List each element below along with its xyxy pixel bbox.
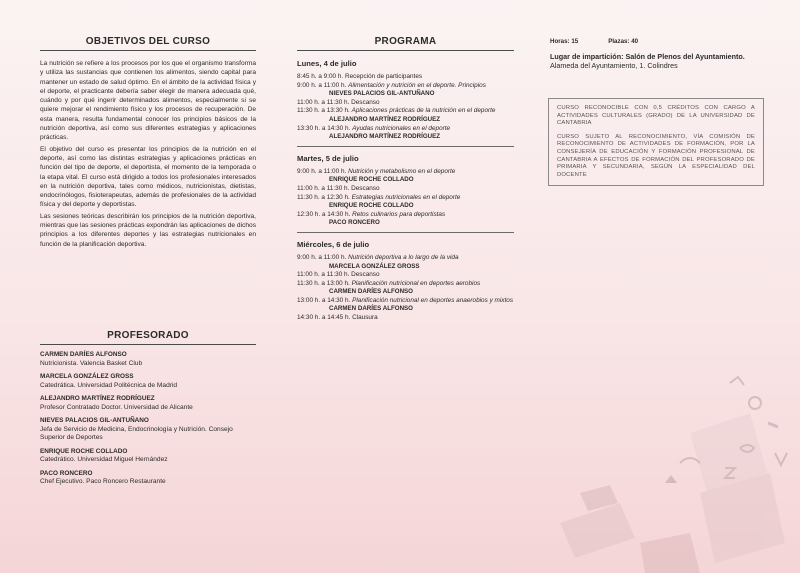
day-title: Martes, 5 de julio — [297, 153, 359, 163]
schedule-row: 14:30 h. a 14:45 h. Clausura — [297, 314, 378, 322]
professor-desc: Jefa de Servicio de Medicina, Endocrinología y Nutrición. Consejo Superior de Deportes — [40, 425, 233, 441]
professor-desc: Nutricionista. Valencia Basket Club — [40, 359, 143, 367]
professor-name: ENRIQUE ROCHE COLLADO — [40, 447, 128, 455]
schedule-row: 11:00 h. a 11:30 h. Descanso — [297, 271, 380, 279]
schedule-row: 13:30 h. a 14:30 h. Ayudas nutricionales en el deporte — [297, 124, 451, 132]
speaker: ENRIQUE ROCHE COLLADO — [329, 176, 414, 184]
books-letters-illustration — [540, 373, 800, 573]
professor-name: MARCELA GONZÁLEZ GROSS — [40, 373, 134, 380]
objectives-paragraph: Las sesiones teóricas describirán los principios de la nutrición deportiva, mientras que las sesiones prácticas expondrán las aplicaciones de dichos principios a los diferentes deportes y las estrategias nutricionales en función de la planificación deportiva. — [40, 212, 256, 248]
program-day — [297, 154, 514, 233]
program-day — [297, 240, 514, 323]
professor-entry — [40, 351, 256, 368]
objectives-paragraph: La nutrición se refiere a los procesos por los que el organismo transforma y utiliza las sustancias que contienen los alimentos, siendo capital para mantener un estado de salud óptimo. En el ámbito de la actividad física y el deporte, el practicante debería saber elegir de manera adecuada qué, cuándo y por qué ingerir determinados alimentos, especialmente si se quiere mejorar el rendimiento físico y los procesos de recuperación. De esta manera, resulta fundamental conocer los principios básicos de la nutrición deportiva, así como sus diferentes estrategias y aplicaciones prácticas. — [40, 60, 256, 142]
schedule-row: 11:00 h. a 11:30 h. Descanso — [297, 98, 380, 106]
schedule-row: 9:00 h. a 11:00 h. Nutrición deportiva a lo largo de la vida — [297, 253, 459, 261]
schedule-row: 12:30 h. a 14:30 h. Retos culinarios para deportistas — [297, 210, 446, 218]
speaker: PACO RONCERO — [329, 219, 380, 227]
divider — [297, 146, 514, 147]
professor-name: CARMEN DARÍES ALFONSO — [40, 351, 127, 358]
places-label: Plazas: 40 — [608, 38, 639, 45]
professor-name: PACO RONCERO — [40, 469, 93, 477]
speaker: ALEJANDRO MARTÍNEZ RODRÍGUEZ — [329, 115, 441, 123]
professor-desc: Catedrática. Universidad Politécnica de Madrid — [40, 381, 178, 389]
professor-entry — [40, 470, 256, 487]
program-column — [297, 0, 514, 323]
professor-entry — [40, 417, 256, 443]
professors-heading: PROFESORADO — [40, 330, 256, 345]
objectives-paragraph: El objetivo del curso es presentar los principios de la nutrición en el deporte, así como las distintas estrategias y aplicaciones prácticas en función del tipo de deporte, el deportista, el momento de la temporada o la etapa vital. El curso está dirigido a todos los profesionales interesados en la nutrición deportiva, tales como médicos, nutricionistas, dietistas, endocrinólogos, fisioterapeutas, además de profesionales de la actividad física y del deporte y deportistas. — [40, 145, 256, 209]
info-column — [550, 38, 762, 70]
schedule-row: 11:30 h. a 13:00 h. Planificación nutricional en deportes aerobios — [297, 279, 481, 287]
professor-desc: Catedrático. Universidad Miguel Hernández — [40, 456, 168, 463]
schedule-row: 11:30 h. a 13:30 h. Aplicaciones prácticas de la nutrición en el deporte — [297, 107, 496, 115]
speaker: ALEJANDRO MARTÍNEZ RODRÍGUEZ — [329, 133, 441, 141]
schedule-row: 9:00 h. a 11:00 h. Nutrición y metabolismo en el deporte — [297, 167, 456, 175]
program-heading: PROGRAMA — [297, 36, 514, 51]
schedule-row: 11:30 h. a 12:30 h. Estrategias nutricionales en el deporte — [297, 193, 461, 201]
speaker: CARMEN DARÍES ALFONSO — [329, 288, 413, 296]
day-title: Lunes, 4 de julio — [297, 59, 357, 68]
professor-entry — [40, 395, 256, 412]
professor-desc: Chef Ejecutivo. Paco Roncero Restaurante — [40, 478, 166, 485]
divider — [297, 232, 514, 233]
objectives-column — [40, 0, 256, 251]
objectives-heading: OBJETIVOS DEL CURSO — [40, 36, 256, 51]
speaker: NIEVES PALACIOS GIL-ANTUÑANO — [329, 90, 435, 98]
day-title: Miércoles, 6 de julio — [297, 239, 370, 249]
professor-entry — [40, 448, 256, 465]
professor-entry — [40, 373, 256, 390]
schedule-row: 13:00 h. a 14:30 h. Planificación nutricional en deportes anaerobios y mixtos — [297, 296, 514, 304]
recognition-box — [548, 98, 764, 186]
recognition-note: CURSO SUJETO AL RECONOCIMIENTO, VÍA COMISIÓN DE RECONOCIMIENTO DE ACTIVIDADES DE FORMACIÓN, POR LA CONSEJERÍA DE EDUCACIÓN Y FORMACIÓN PROFESIONAL DE CANTABRIA A EFECTOS DE FORMACIÓN DEL PROFESORADO DE PRIMARIA Y SECUNDARIA, SEGÚN LA ESPECIALIDAD DEL DOCENTE — [557, 133, 755, 178]
professor-desc: Profesor Contratado Doctor. Universidad de Alicante — [40, 403, 193, 411]
professor-name: ALEJANDRO MARTÍNEZ RODRÍGUEZ — [40, 395, 155, 402]
hours-label: Horas: 15 — [550, 38, 579, 45]
objectives-text — [40, 59, 256, 249]
schedule-row: 8:45 h. a 9:00 h. Recepción de participantes — [297, 73, 423, 80]
speaker: ENRIQUE ROCHE COLLADO — [329, 202, 414, 210]
program-day — [297, 59, 514, 147]
professor-name: NIEVES PALACIOS GIL-ANTUÑANO — [40, 417, 149, 424]
schedule-row: 11:00 h. a 11:30 h. Descanso — [297, 184, 380, 192]
professors-column — [40, 330, 256, 487]
speaker: MARCELA GONZÁLEZ GROSS — [329, 262, 420, 270]
speaker: CARMEN DARÍES ALFONSO — [329, 305, 413, 313]
venue: Lugar de impartición: Salón de Plenos del Ayuntamiento. — [550, 52, 745, 61]
address: Alameda del Ayuntamiento, 1. Colindres — [550, 61, 678, 70]
recognition-note: CURSO RECONOCIBLE CON 0,5 CRÉDITOS CON CARGO A ACTIVIDADES CULTURALES (GRADO) DE LA UNIVERSIDAD DE CANTABRIA — [557, 105, 755, 127]
schedule-row: 9:00 h. a 11:00 h. Alimentación y nutrición en el deporte. Principios — [297, 81, 486, 89]
